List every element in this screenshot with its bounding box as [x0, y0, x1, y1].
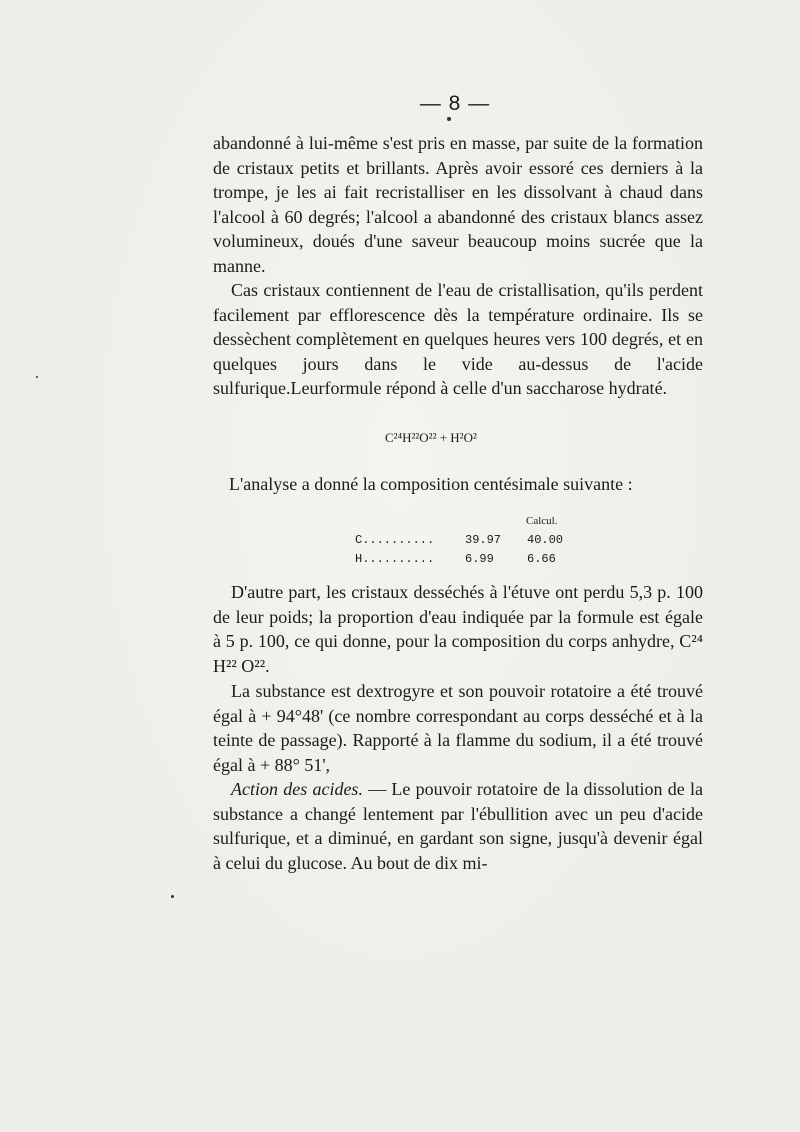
analysis-intro: L'analyse a donné la composition centésimale suivante : — [229, 474, 633, 494]
analysis-table — [355, 512, 577, 569]
table-cell-found: 6.99 — [465, 552, 494, 566]
table-row — [355, 531, 577, 550]
paragraph-3-text: D'autre part, les cristaux desséchés à l'étuve ont perdu 5,3 p. 100 de leur poids; la proportion d'eau indiquée par la formule est égale à 5 p. 100, ce qui donne, pour la composition du corps anhydre, C²⁴ H²² O²². — [213, 582, 703, 676]
paragraph-4 — [213, 679, 703, 777]
page-number: — 8 — — [419, 92, 491, 115]
analysis-table-header: Calcul. — [526, 515, 558, 527]
paragraph-5-body: — Le pouvoir rotatoire de la dissolution de la substance a changé lentement par l'ébullition avec un peu d'acide sulfurique, et a diminué, en gardant son signe, jusqu'à devenir égal à celui du glucose. Au bout de dix mi- — [213, 779, 704, 873]
table-cell-calc: 40.00 — [527, 533, 564, 547]
paragraph-2-text: Cas cristaux contiennent de l'eau de cristallisation, qu'ils perdent facilement par efflorescence dès la température ordinaire. Ils se dessèchent complètement en quelques heures vers 100 degrés, et en quelques jours dans le vide au-dessus de l'acide sulfurique.Leurformule répond à celle d'un saccharose hydraté. — [213, 280, 703, 398]
print-speck — [447, 117, 451, 121]
paragraph-1-text: abandonné à lui-même s'est pris en masse, par suite de la formation de cristaux petits et brillants. Après avoir essoré ces derniers à la trompe, je les ai fait recristalliser en les dissolvant à chaud dans l'alcool à 60 degrés; l'alcool a abandonné des cristaux blancs assez volumineux, doués d'une saveur beaucoup moins sucrée que la manne. — [213, 133, 703, 276]
paragraph-2 — [213, 278, 703, 401]
chemical-formula: C²⁴H²²O²² + H²O² — [385, 430, 477, 445]
print-speck — [36, 376, 38, 378]
table-cell-calc: 6.66 — [527, 552, 556, 566]
table-cell-element: H.......... — [355, 552, 435, 566]
table-cell-found: 39.97 — [465, 533, 502, 547]
table-cell-element: C.......... — [355, 533, 435, 547]
table-row — [355, 550, 577, 569]
paragraph-1 — [213, 131, 703, 278]
paragraph-5-title: Action des acides. — [231, 779, 363, 799]
paragraph-5 — [213, 777, 703, 875]
print-speck — [171, 895, 174, 898]
paragraph-4-text: La substance est dextrogyre et son pouvoir rotatoire a été trouvé égal à + 94°48' (ce nombre correspondant au corps desséché et à la teinte de passage). Rapporté à la flamme du sodium, il a été trouvé égal à + 88° 51', — [213, 681, 703, 775]
paragraph-3 — [213, 580, 703, 678]
paragraph-5-text — [213, 777, 703, 875]
